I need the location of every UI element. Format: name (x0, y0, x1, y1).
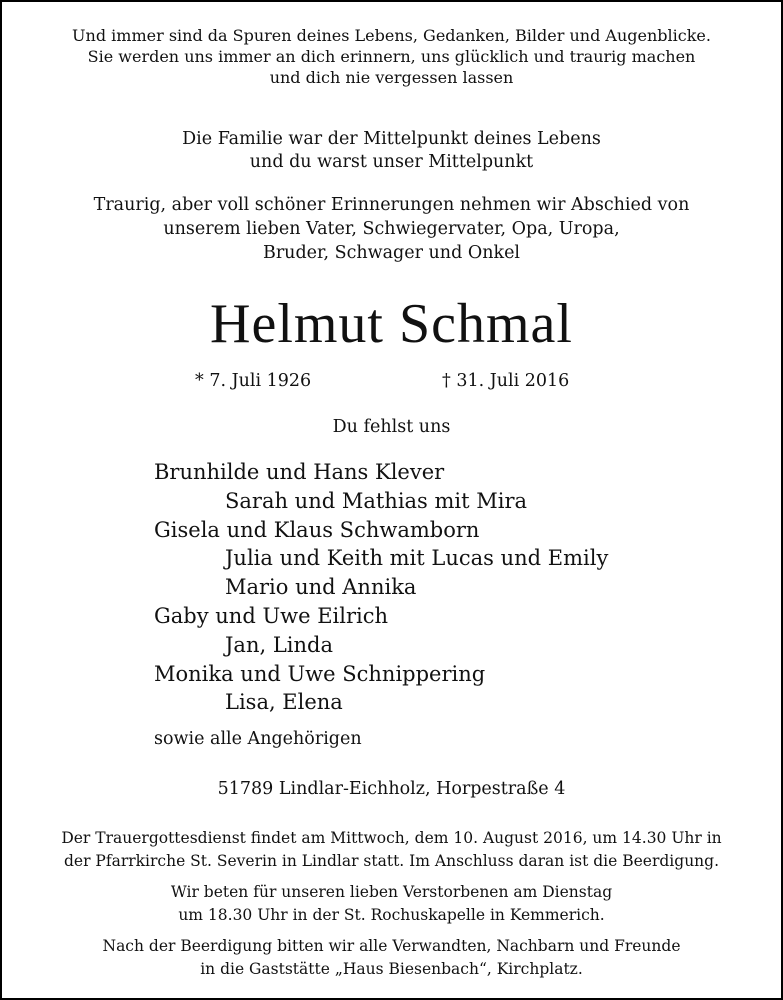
intro-line: und dich nie vergessen lassen (269, 68, 514, 87)
service-line: Der Trauergottesdienst findet am Mittwoch, dem 10. August 2016, um 14.30 Uhr in (61, 829, 722, 847)
mourner-line: Julia und Keith mit Lucas und Emily (225, 546, 609, 571)
farewell-line: unserem lieben Vater, Schwiegervater, Opa, Uropa, (163, 219, 620, 239)
intro-line: Und immer sind da Spuren deines Lebens, Gedanken, Bilder und Augenblicke. (72, 26, 711, 45)
farewell-line: Traurig, aber voll schöner Erinnerungen nehmen wir Abschied von (93, 195, 690, 215)
service-line: der Pfarrkirche St. Severin in Lindlar statt. Im Anschluss daran ist die Beerdigung. (63, 852, 720, 870)
mourner-line: Jan, Linda (225, 632, 333, 657)
funeral-service-info (2, 827, 781, 873)
intro-line: Sie werden uns immer an dich erinnern, uns glücklich und traurig machen (87, 47, 696, 66)
mourner-line: Lisa, Elena (225, 690, 343, 715)
farewell-text (2, 193, 781, 265)
prayer-info (2, 881, 781, 927)
death-date: † 31. Juli 2016 (442, 371, 570, 391)
birth-date: * 7. Juli 1926 (195, 371, 312, 391)
mourner-line: Gaby und Uwe Eilrich (154, 603, 389, 628)
miss-you-line: Du fehlst uns (332, 417, 451, 437)
reception-info (2, 935, 781, 981)
mourner-line: Monika und Uwe Schnippering (154, 661, 486, 686)
mourner-list (2, 458, 781, 717)
prayer-line: um 18.30 Uhr in der St. Rochuskapelle in Kemmerich. (178, 906, 605, 924)
mourner-line: Gisela und Klaus Schwamborn (154, 517, 480, 542)
family-center-line: und du warst unser Mittelpunkt (249, 152, 534, 172)
mourning-address: 51789 Lindlar-Eichholz, Horpestraße 4 (217, 779, 566, 799)
intro-verse (2, 25, 781, 88)
farewell-line: Bruder, Schwager und Onkel (262, 243, 521, 263)
reception-line: in die Gaststätte „Haus Biesenbach“, Kirchplatz. (200, 960, 583, 978)
family-center-verse (2, 128, 781, 174)
prayer-line: Wir beten für unseren lieben Verstorbenen am Dienstag (170, 883, 613, 901)
mourner-line: Brunhilde und Hans Klever (154, 460, 445, 484)
mourner-line: Sarah und Mathias mit Mira (225, 488, 528, 513)
mourner-line: Mario und Annika (225, 575, 417, 600)
relatives-line: sowie alle Angehörigen (154, 729, 362, 749)
deceased-name: Helmut Schmal (210, 293, 573, 355)
family-center-line: Die Familie war der Mittelpunkt deines Lebens (182, 129, 601, 149)
reception-line: Nach der Beerdigung bitten wir alle Verwandten, Nachbarn und Freunde (102, 937, 681, 955)
